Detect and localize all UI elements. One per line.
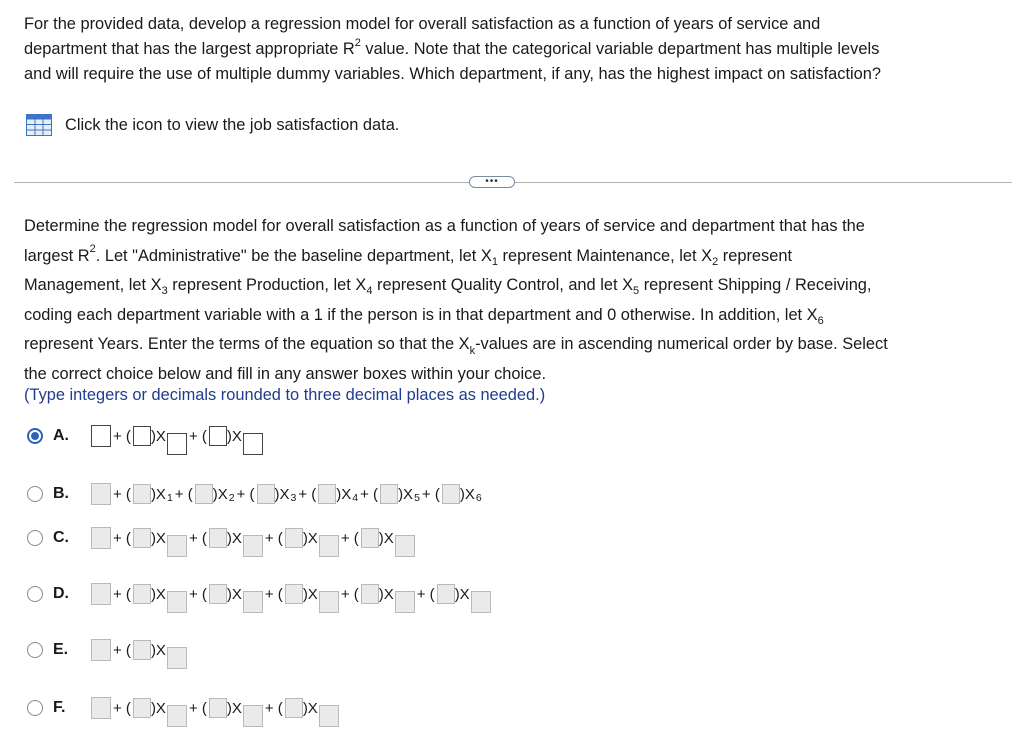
coefficient-input[interactable]: [133, 698, 151, 718]
choice-d-label: D.: [53, 585, 69, 602]
question-text: [24, 12, 1009, 87]
choice-c-label: C.: [53, 529, 69, 546]
coefficient-input[interactable]: [257, 484, 275, 504]
coefficient-input[interactable]: [285, 698, 303, 718]
coefficient-input[interactable]: [195, 484, 213, 504]
choice-f-label: F.: [53, 699, 66, 716]
intercept-input[interactable]: [91, 639, 111, 661]
coefficient-input[interactable]: [285, 528, 303, 548]
part-line-3: Management, let $X_3$ represent Production, let $X_4$ represent Quality Control, and let $X_5$ represent Shipping / Receiving,: [24, 276, 872, 298]
variable-subscript-input[interactable]: [243, 433, 263, 455]
intercept-input[interactable]: [91, 583, 111, 605]
variable-subscript-input[interactable]: [471, 591, 491, 613]
variable-subscript-input[interactable]: [319, 705, 339, 727]
choice-f-radio[interactable]: [27, 700, 43, 716]
data-link-label[interactable]: Click the icon to view the job satisfaction data.: [65, 115, 400, 134]
variable-subscript-input[interactable]: [167, 433, 187, 455]
part-line-1: Determine the regression model for overall satisfaction as a function of years of service and department that has the: [24, 217, 865, 235]
variable-subscript-input[interactable]: [319, 535, 339, 557]
part-instructions: [24, 214, 1014, 392]
intercept-input[interactable]: [91, 425, 111, 447]
choice-b[interactable]: [27, 474, 482, 514]
variable-subscript-input[interactable]: [167, 535, 187, 557]
part-line-2: largest $R^2$. Let "Administrative" be the baseline department, let $X_1$ represent Maintenance, let $X_2$ represent: [24, 243, 793, 268]
intercept-input[interactable]: [91, 527, 111, 549]
table-grid-icon[interactable]: [26, 114, 52, 136]
job-satisfaction-data-link[interactable]: [26, 113, 399, 137]
variable-subscript-input[interactable]: [319, 591, 339, 613]
choice-d[interactable]: [27, 574, 491, 614]
coefficient-input[interactable]: [133, 484, 151, 504]
intercept-input[interactable]: [91, 483, 111, 505]
part-line-6: the correct choice below and fill in any answer boxes within your choice.: [24, 364, 547, 383]
part-line-4: coding each department variable with a 1 if the person is in that department and 0 otherwise. In addition, let $X_6$: [24, 305, 824, 328]
coefficient-input[interactable]: [133, 426, 151, 446]
coefficient-input[interactable]: [361, 528, 379, 548]
part-line-5: represent Years. Enter the terms of the equation so that the $X_k$-values are in ascending numerical order by base. Select: [24, 335, 888, 357]
variable-subscript-input[interactable]: [167, 647, 187, 669]
choice-e-label: E.: [53, 641, 69, 658]
choice-a-equation: + ( )X + ( )X: [91, 425, 263, 447]
choice-f[interactable]: [27, 688, 339, 728]
choice-d-equation: + ( )X + ( )X + ( )X + ( )X + ( )X: [91, 583, 491, 605]
choice-d-radio[interactable]: [27, 586, 43, 602]
choice-a-radio[interactable]: [27, 428, 43, 444]
coefficient-input[interactable]: [380, 484, 398, 504]
choice-c-equation: + ( )X + ( )X + ( )X + ( )X: [91, 527, 415, 549]
intercept-input[interactable]: [91, 697, 111, 719]
choice-f-equation: + ( )X + ( )X + ( )X: [91, 697, 339, 719]
choice-e-radio[interactable]: [27, 642, 43, 658]
choice-a-label: A.: [53, 427, 69, 444]
variable-subscript-input[interactable]: [243, 705, 263, 727]
variable-subscript-input[interactable]: [395, 535, 415, 557]
choice-c[interactable]: [27, 518, 415, 558]
choice-b-radio[interactable]: [27, 486, 43, 502]
variable-subscript-input[interactable]: [167, 705, 187, 727]
coefficient-input[interactable]: [209, 528, 227, 548]
coefficient-input[interactable]: [133, 584, 151, 604]
coefficient-input[interactable]: [133, 640, 151, 660]
variable-subscript-input[interactable]: [243, 535, 263, 557]
coefficient-input[interactable]: [361, 584, 379, 604]
choice-b-label: B.: [53, 485, 69, 502]
coefficient-input[interactable]: [133, 528, 151, 548]
choice-c-radio[interactable]: [27, 530, 43, 546]
question-line-3: and will require the use of multiple dummy variables. Which department, if any, has the highest impact on satisfaction?: [24, 65, 881, 83]
coefficient-input[interactable]: [285, 584, 303, 604]
expand-more-button[interactable]: •••: [469, 176, 515, 188]
variable-subscript-input[interactable]: [167, 591, 187, 613]
question-line-2: department that has the largest appropriate $R^2$ value. Note that the categorical variable department has multiple levels: [24, 36, 880, 58]
coefficient-input[interactable]: [318, 484, 336, 504]
question-line-1: For the provided data, develop a regression model for overall satisfaction as a function of years of service and: [24, 15, 821, 33]
choice-b-equation: + ( )X 1 + ( )X 2 + ( )X 3 + ( )X 4 + ( )X 5 + ( )X 6: [91, 483, 482, 505]
variable-subscript-input[interactable]: [395, 591, 415, 613]
coefficient-input[interactable]: [442, 484, 460, 504]
coefficient-input[interactable]: [209, 698, 227, 718]
coefficient-input[interactable]: [209, 584, 227, 604]
coefficient-input[interactable]: [209, 426, 227, 446]
variable-subscript-input[interactable]: [243, 591, 263, 613]
rounding-note: (Type integers or decimals rounded to three decimal places as needed.): [24, 386, 546, 404]
choice-e[interactable]: [27, 630, 187, 670]
coefficient-input[interactable]: [437, 584, 455, 604]
choice-a[interactable]: [27, 416, 263, 456]
choice-e-equation: + ( )X: [91, 639, 187, 661]
